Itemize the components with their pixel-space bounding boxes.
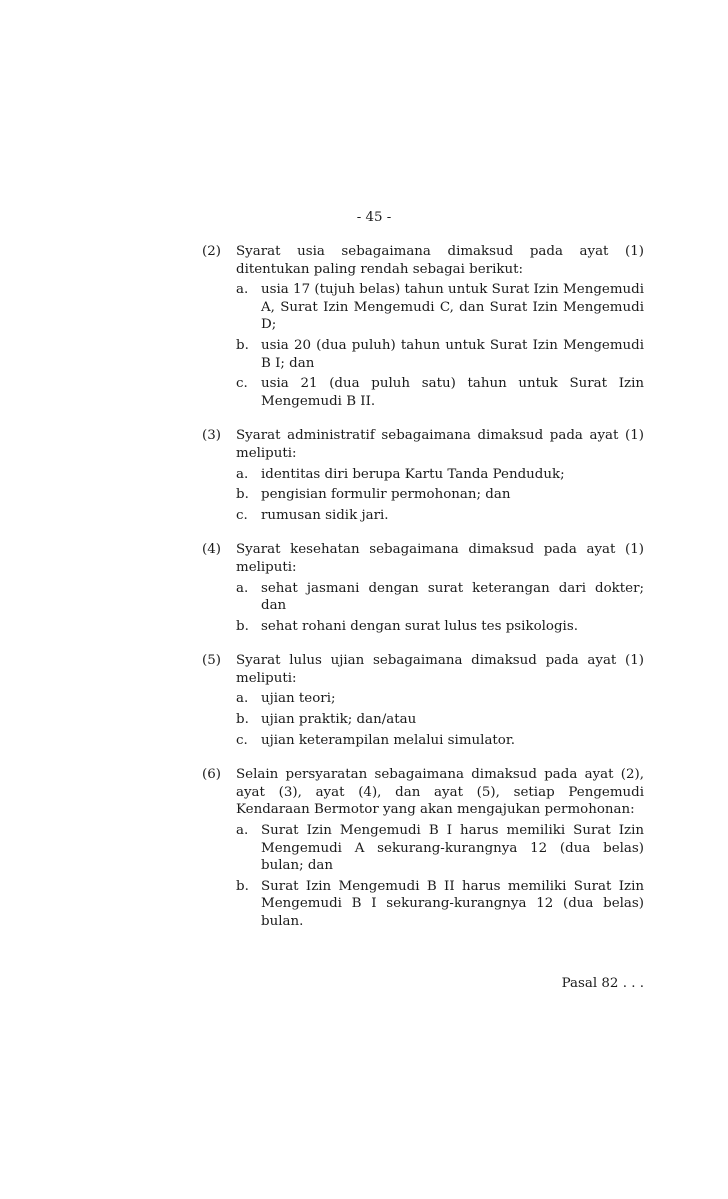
section-2 [202,243,644,410]
item-text: identitas diri berupa Kartu Tanda Penduduk; [261,466,565,482]
list-item [236,690,644,708]
item-list [236,690,644,749]
item-marker: a. [236,580,249,596]
list-item [236,822,644,875]
item-marker: a. [236,282,249,298]
item-text: ujian keterampilan melalui simulator. [261,732,516,748]
section-text: Syarat kesehatan sebagaimana dimaksud pada ayat (1) meliputi: [236,542,644,575]
item-marker: b. [236,487,249,503]
item-marker: c. [236,507,248,523]
item-text: ujian praktik; dan/atau [261,712,417,728]
item-list [236,822,644,931]
list-item [236,732,644,750]
item-text: usia 21 (dua puluh satu) tahun untuk Surat Izin Mengemudi B II. [261,376,644,409]
item-text: rumusan sidik jari. [261,507,389,523]
item-text: usia 17 (tujuh belas) tahun untuk Surat Izin Mengemudi A, Surat Izin Mengemudi C, dan Surat Izin Mengemudi D; [261,282,644,333]
list-item [236,618,644,636]
list-item [236,580,644,615]
section-text: Syarat lulus ujian sebagaimana dimaksud pada ayat (1) meliputi: [236,653,644,686]
section-5 [202,652,644,749]
item-list [236,281,644,410]
item-marker: b. [236,618,249,634]
section-6 [202,766,644,930]
item-text: sehat jasmani dengan surat keterangan dari dokter; dan [261,580,644,614]
document-body [202,243,644,948]
section-number: (6) [202,767,221,783]
item-text: pengisian formulir permohonan; dan [261,487,511,503]
next-page-reference: Pasal 82 . . . [561,976,644,991]
page-number: - 45 - [356,210,392,225]
section-number: (5) [202,653,221,669]
section-number: (2) [202,244,221,259]
item-marker: c. [236,732,248,748]
section-number: (4) [202,542,221,558]
list-item [236,375,644,410]
item-text: Surat Izin Mengemudi B II harus memiliki Surat Izin Mengemudi B I sekurang-kurangnya 12 (dua belas) bulan. [261,878,644,929]
item-marker: a. [236,691,249,707]
section-number: (3) [202,428,221,444]
item-text: Surat Izin Mengemudi B I harus memiliki Surat Izin Mengemudi A sekurang-kurangnya 12 (dua belas) bulan; dan [261,823,644,874]
section-text: Selain persyaratan sebagaimana dimaksud pada ayat (2), ayat (3), ayat (4), dan ayat (5), setiap Pengemudi Kendaraan Bermotor yang akan mengajukan permohonan: [236,767,644,818]
list-item [236,337,644,372]
item-marker: a. [236,823,249,839]
item-marker: b. [236,337,249,353]
item-marker: c. [236,376,248,392]
item-text: ujian teori; [261,691,336,707]
section-4 [202,541,644,635]
list-item [236,486,644,504]
item-marker: a. [236,466,249,482]
list-item [236,281,644,334]
section-3 [202,427,644,524]
section-text: Syarat usia sebagaimana dimaksud pada ayat (1) ditentukan paling rendah sebagai berikut: [236,244,644,277]
item-marker: b. [236,878,249,894]
item-text: sehat rohani dengan surat lulus tes psikologis. [261,618,578,634]
item-list [236,466,644,525]
item-list [236,580,644,636]
list-item [236,711,644,729]
list-item [236,466,644,484]
item-marker: b. [236,712,249,728]
item-text: usia 20 (dua puluh) tahun untuk Surat Izin Mengemudi B I; dan [261,337,644,371]
list-item [236,878,644,931]
list-item [236,507,644,525]
section-text: Syarat administratif sebagaimana dimaksud pada ayat (1) meliputi: [236,428,644,461]
